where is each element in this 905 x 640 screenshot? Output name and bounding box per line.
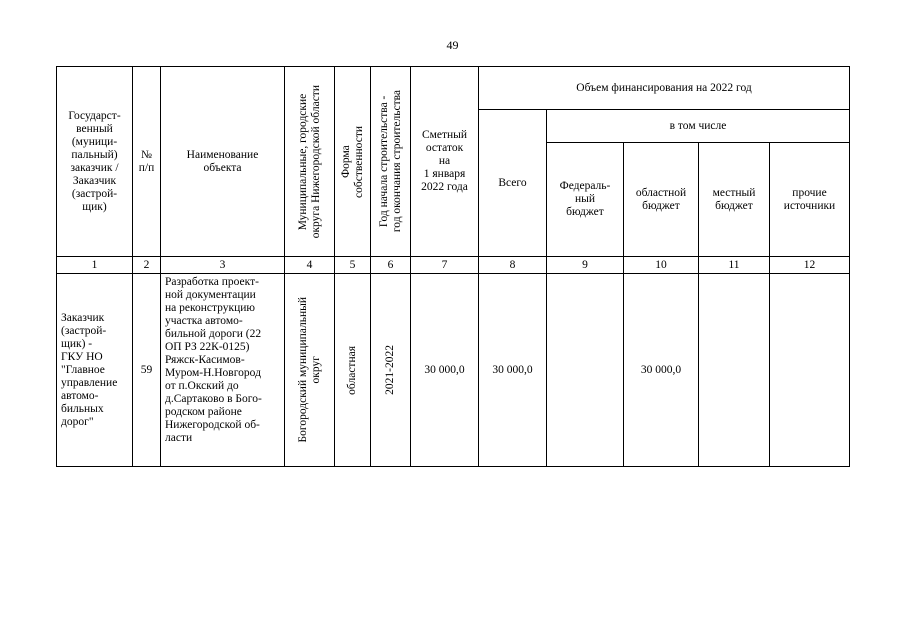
header-years: Год начала строительства - год окончания строительства (371, 67, 411, 257)
header-including: в том числе (547, 110, 850, 143)
column-number: 4 (285, 257, 335, 274)
header-object-name: Наименование объекта (161, 67, 285, 257)
header-number: № п/п (133, 67, 161, 257)
column-number: 5 (335, 257, 371, 274)
header-federal: Федераль- ный бюджет (547, 143, 624, 257)
row-ownership: областная (335, 274, 371, 467)
header-local: местный бюджет (699, 143, 770, 257)
column-number: 1 (57, 257, 133, 274)
header-municipality: Муниципальные, городские округа Нижегородской области (285, 67, 335, 257)
row-municipality: Богородский муниципальный округ (285, 274, 335, 467)
row-number: 59 (133, 274, 161, 467)
column-number: 7 (411, 257, 479, 274)
column-number: 2 (133, 257, 161, 274)
row-regional: 30 000,0 (624, 274, 699, 467)
table-row (57, 274, 850, 467)
header-financing: Объем финансирования на 2022 год (479, 67, 850, 110)
row-federal (547, 274, 624, 467)
header-other: прочие источники (770, 143, 850, 257)
column-number: 6 (371, 257, 411, 274)
financing-table (56, 66, 850, 467)
page-number: 49 (446, 38, 459, 52)
column-number: 12 (770, 257, 850, 274)
column-number: 8 (479, 257, 547, 274)
row-total: 30 000,0 (479, 274, 547, 467)
column-numbers-row (57, 257, 850, 274)
header-ownership: Форма собственности (335, 67, 371, 257)
row-local (699, 274, 770, 467)
column-number: 11 (699, 257, 770, 274)
column-number: 3 (161, 257, 285, 274)
row-years: 2021-2022 (371, 274, 411, 467)
row-estimate: 30 000,0 (411, 274, 479, 467)
header-customer: Государст- венный (муници- пальный) заказчик / Заказчик (застрой- щик) (57, 67, 133, 257)
header-estimate: Сметный остаток на 1 января 2022 года (411, 67, 479, 257)
row-customer: Заказчик (застрой- щик) - ГКУ НО "Главное управление автомо- бильных дорог" (57, 274, 133, 467)
column-number: 9 (547, 257, 624, 274)
row-other (770, 274, 850, 467)
header-total: Всего (479, 110, 547, 257)
column-number: 10 (624, 257, 699, 274)
row-object-name: Разработка проект- ной документации на реконструкцию участка автомо- бильной дороги (22 ОП РЗ 22К-0125) Ряжск-Касимов- Муром-Н.Новгород от п.Окский до д.Сартаково в Бого- родском районе Нижегородской об- ласти (161, 274, 285, 467)
header-regional: областной бюджет (624, 143, 699, 257)
